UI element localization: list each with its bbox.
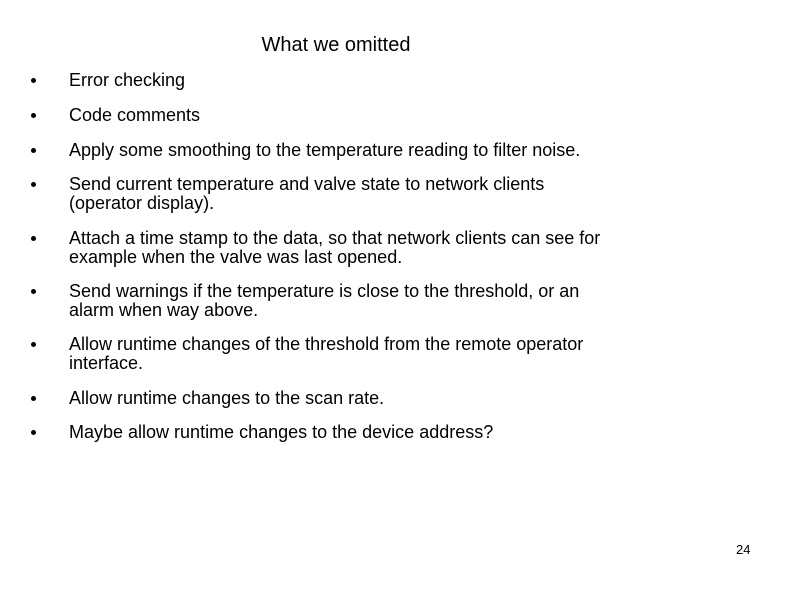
- bullet-dot-icon: [31, 148, 36, 153]
- bullet-dot-icon: [31, 113, 36, 118]
- bullet-dot-icon: [31, 78, 36, 83]
- slide-title: What we omitted: [261, 34, 411, 56]
- bullet-text: Allow runtime changes of the threshold from the remote operator interface.: [69, 334, 584, 373]
- bullet-dot-icon: [31, 430, 36, 435]
- bullet-text: Attach a time stamp to the data, so that network clients can see for example when the valve was last opened.: [69, 228, 601, 267]
- page-number: 24: [736, 542, 751, 557]
- bullet-text: Maybe allow runtime changes to the device address?: [69, 422, 494, 442]
- bullet-dot-icon: [31, 182, 36, 187]
- bullet-dot-icon: [31, 342, 36, 347]
- bullet-dot-icon: [31, 396, 36, 401]
- bullet-text: Apply some smoothing to the temperature reading to filter noise.: [69, 140, 581, 160]
- bullet-text: Error checking: [69, 70, 186, 90]
- bullet-text: Allow runtime changes to the scan rate.: [69, 388, 385, 408]
- bullet-dot-icon: [31, 236, 36, 241]
- bullet-text: Send warnings if the temperature is close to the threshold, or an alarm when way above.: [69, 281, 580, 320]
- bullet-dot-icon: [31, 289, 36, 294]
- bullet-text: Send current temperature and valve state to network clients (operator display).: [69, 174, 545, 213]
- bullet-text: Code comments: [69, 105, 201, 125]
